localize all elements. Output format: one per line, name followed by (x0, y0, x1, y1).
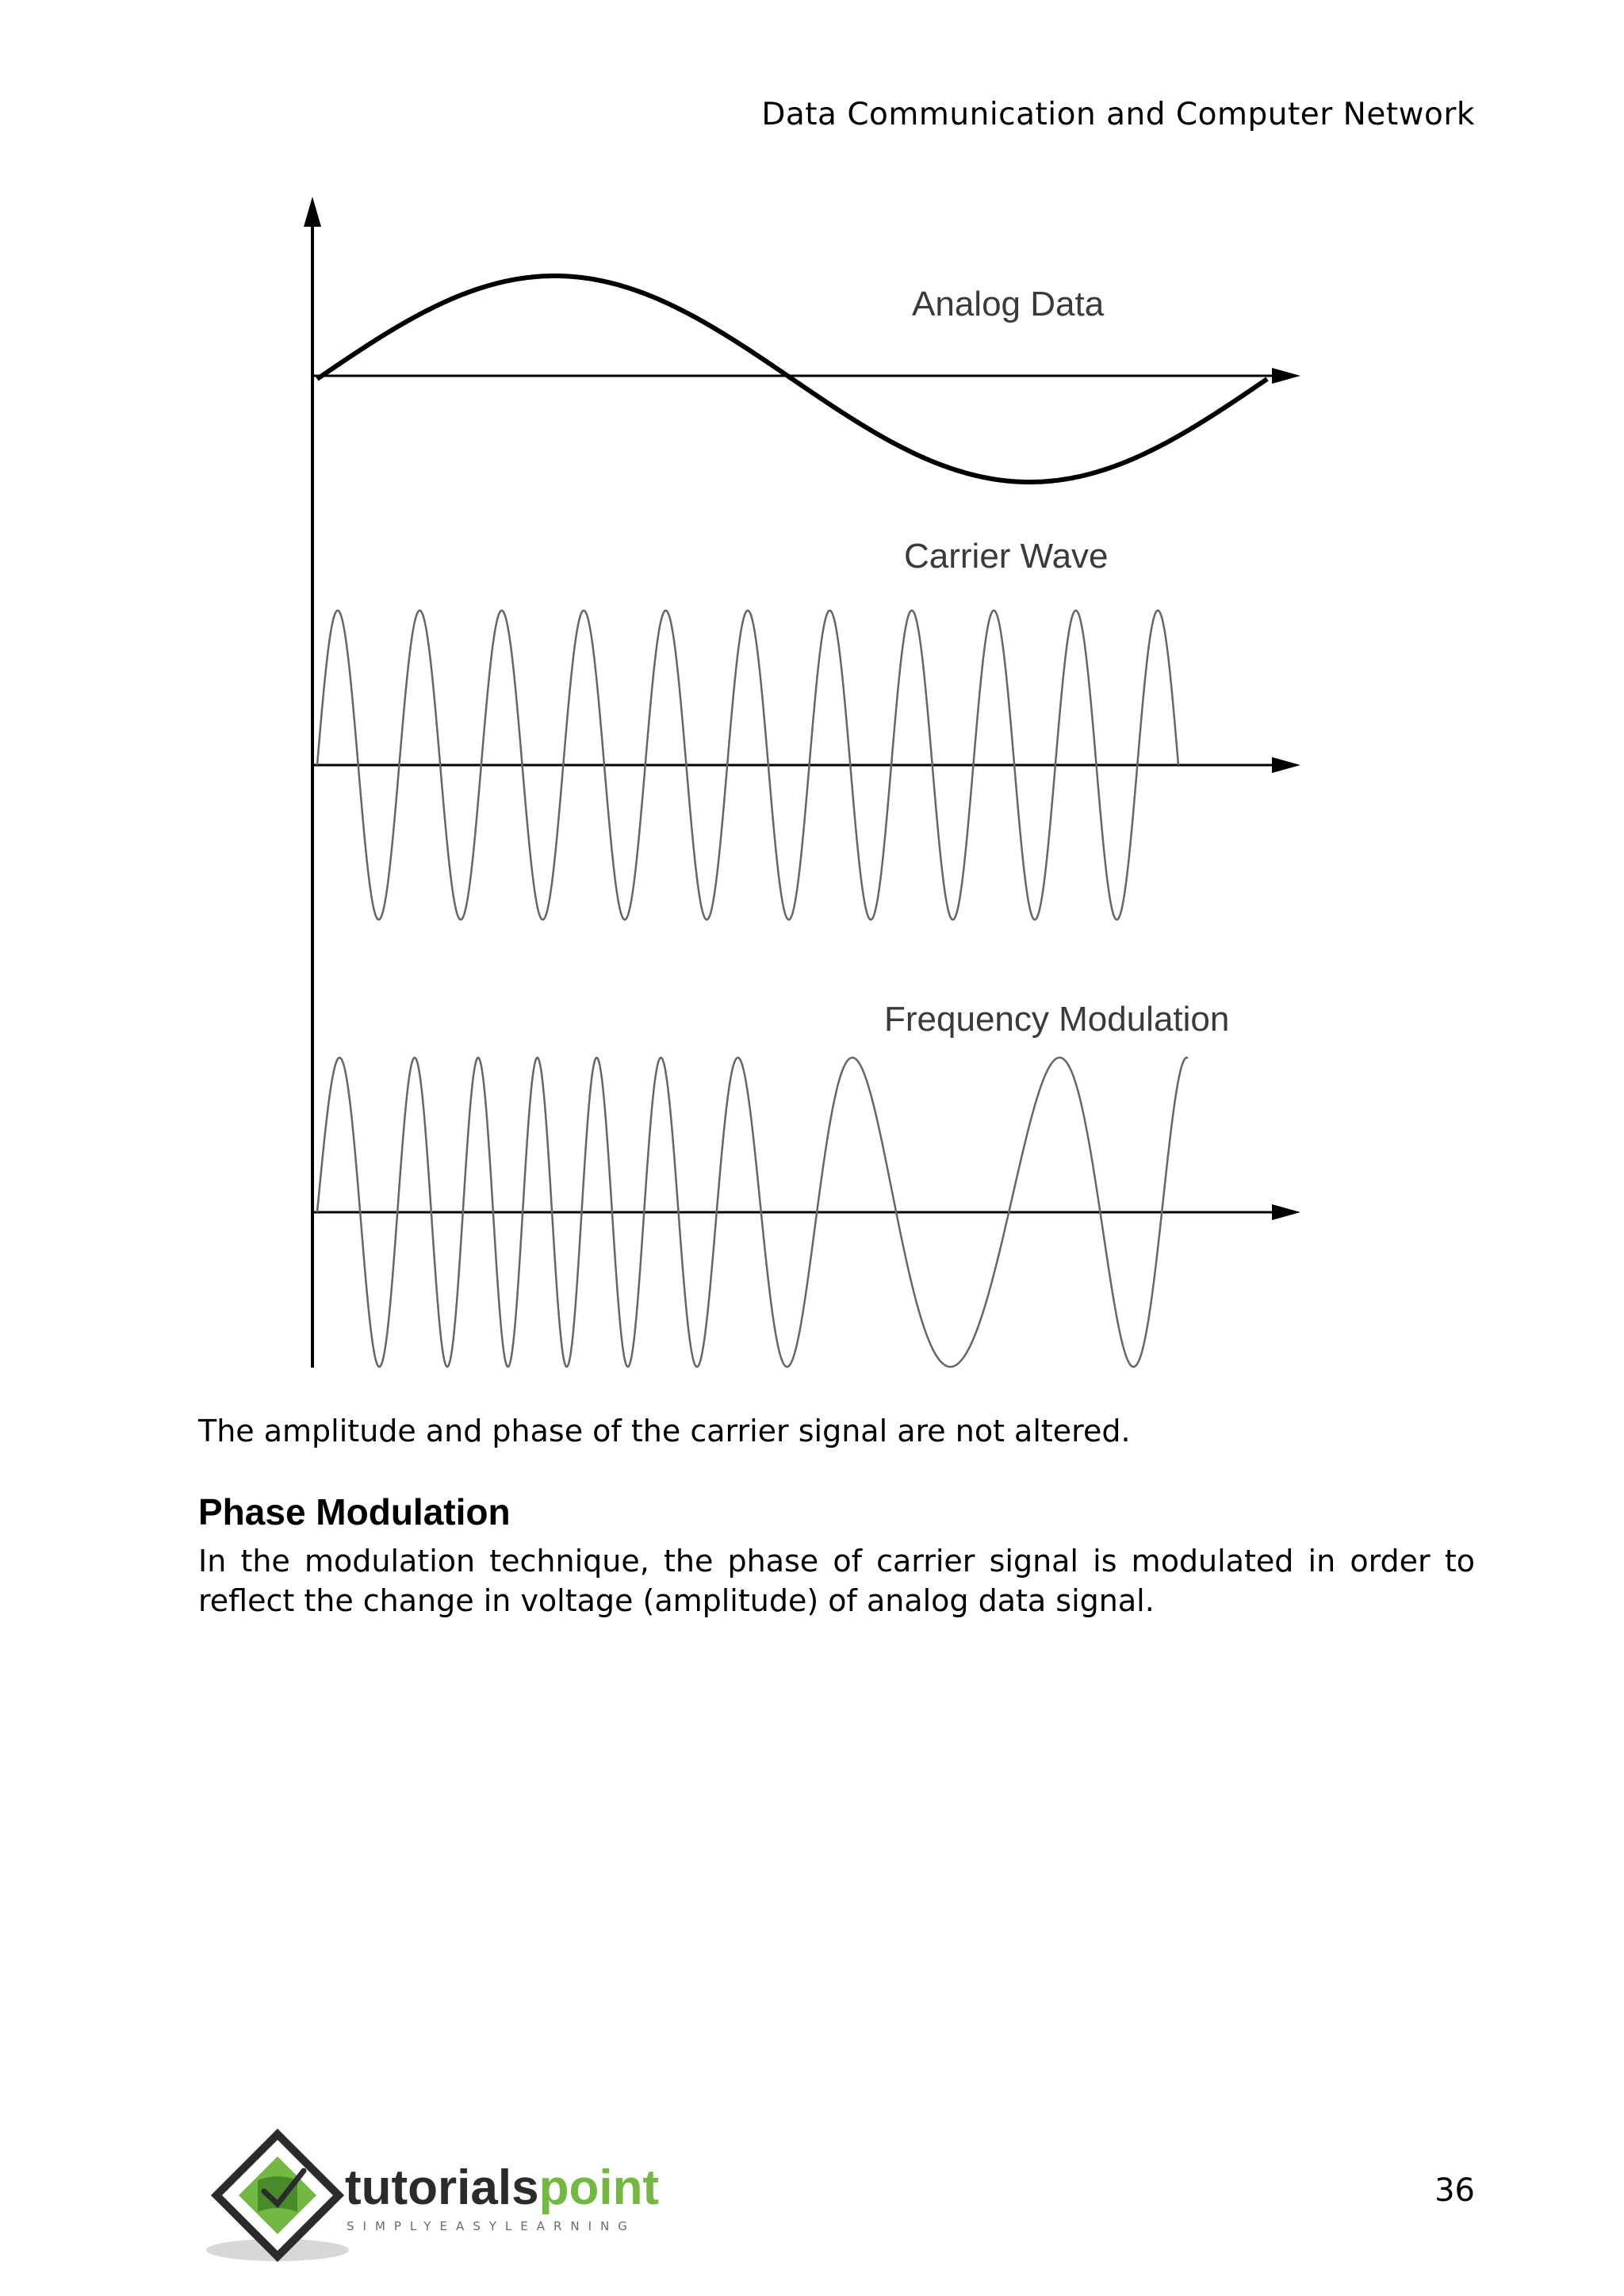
carrier-wave-label: Carrier Wave (904, 537, 1109, 576)
figure-caption-text: The amplitude and phase of the carrier signal are not altered. (198, 1414, 1131, 1448)
page-number: 36 (1434, 2172, 1475, 2209)
body-paragraph: In the modulation technique, the phase of carrier signal is modulated in order to reflect the change in voltage (amplitude) of analog data signal. (198, 1544, 1475, 1618)
analog-data-wave (317, 276, 1267, 482)
svg-text:tutorialspoint: tutorialspoint (345, 2160, 660, 2215)
frequency-modulation-label: Frequency Modulation (884, 1000, 1230, 1039)
section-heading: Phase Modulation (198, 1491, 511, 1533)
svg-text:SIMPLYEASYLEARNING: SIMPLYEASYLEARNING (347, 2219, 636, 2233)
fm-axis-arrow (1272, 1204, 1300, 1220)
carrier-axis-arrow (1272, 757, 1300, 773)
vertical-axis-arrow (304, 197, 321, 227)
analog-data-label: Analog Data (912, 285, 1105, 323)
analog-axis-arrow (1272, 368, 1300, 384)
tutorialspoint-logo (202, 2125, 726, 2267)
running-header: Data Communication and Computer Network (761, 97, 1475, 132)
